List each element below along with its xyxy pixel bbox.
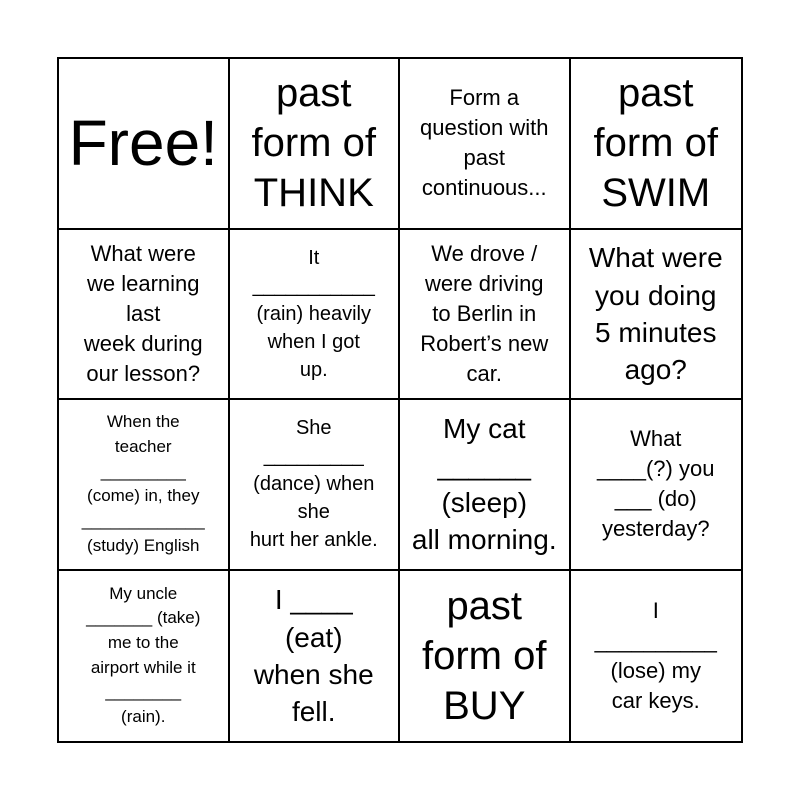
bingo-cell[interactable]: [59, 571, 230, 742]
bingo-cell[interactable]: [400, 400, 571, 571]
bingo-cell[interactable]: [571, 230, 742, 401]
bingo-cell[interactable]: [571, 400, 742, 571]
bingo-cell[interactable]: [230, 571, 401, 742]
cell-text: Form a question with past continuous...: [420, 85, 549, 201]
cell-text: What ____(?) you ___ (do) yesterday?: [597, 426, 715, 542]
bingo-cell[interactable]: [59, 230, 230, 401]
bingo-cell[interactable]: [571, 59, 742, 230]
bingo-cell-free[interactable]: [59, 59, 230, 230]
bingo-cell[interactable]: [400, 59, 571, 230]
cell-text: She _________ (dance) when she hurt her ankle.: [249, 417, 378, 552]
bingo-cell[interactable]: [230, 230, 401, 401]
cell-text: When the teacher _________ (come) in, they _____________ (study) English: [81, 412, 205, 555]
bingo-cell[interactable]: [59, 400, 230, 571]
cell-text: It ___________ (rain) heavily when I got up.: [252, 246, 375, 381]
bingo-cell[interactable]: [230, 59, 401, 230]
cell-text: past form of SWIM: [593, 71, 718, 216]
cell-text: My uncle _______ (take) me to the airport while it ________ (rain).: [86, 583, 201, 727]
cell-text: past form of BUY: [422, 583, 547, 728]
bingo-board: [57, 57, 743, 743]
cell-text: I ____ (eat) when she fell.: [253, 584, 374, 727]
cell-text: We drove / were driving to Berlin in Robert’s new car.: [420, 240, 549, 386]
cell-text: I __________ (lose) my car keys.: [594, 597, 717, 713]
bingo-cell[interactable]: [400, 571, 571, 742]
bingo-cell[interactable]: [400, 230, 571, 401]
cell-text: What were we learning last week during our lesson?: [83, 240, 203, 386]
bingo-cell[interactable]: [571, 571, 742, 742]
cell-text: Free!: [68, 107, 218, 180]
cell-text: past form of THINK: [251, 71, 376, 216]
cell-text: What were you doing 5 minutes ago?: [588, 242, 723, 385]
cell-text: My cat ______ (sleep) all morning.: [411, 412, 557, 556]
bingo-cell[interactable]: [230, 400, 401, 571]
